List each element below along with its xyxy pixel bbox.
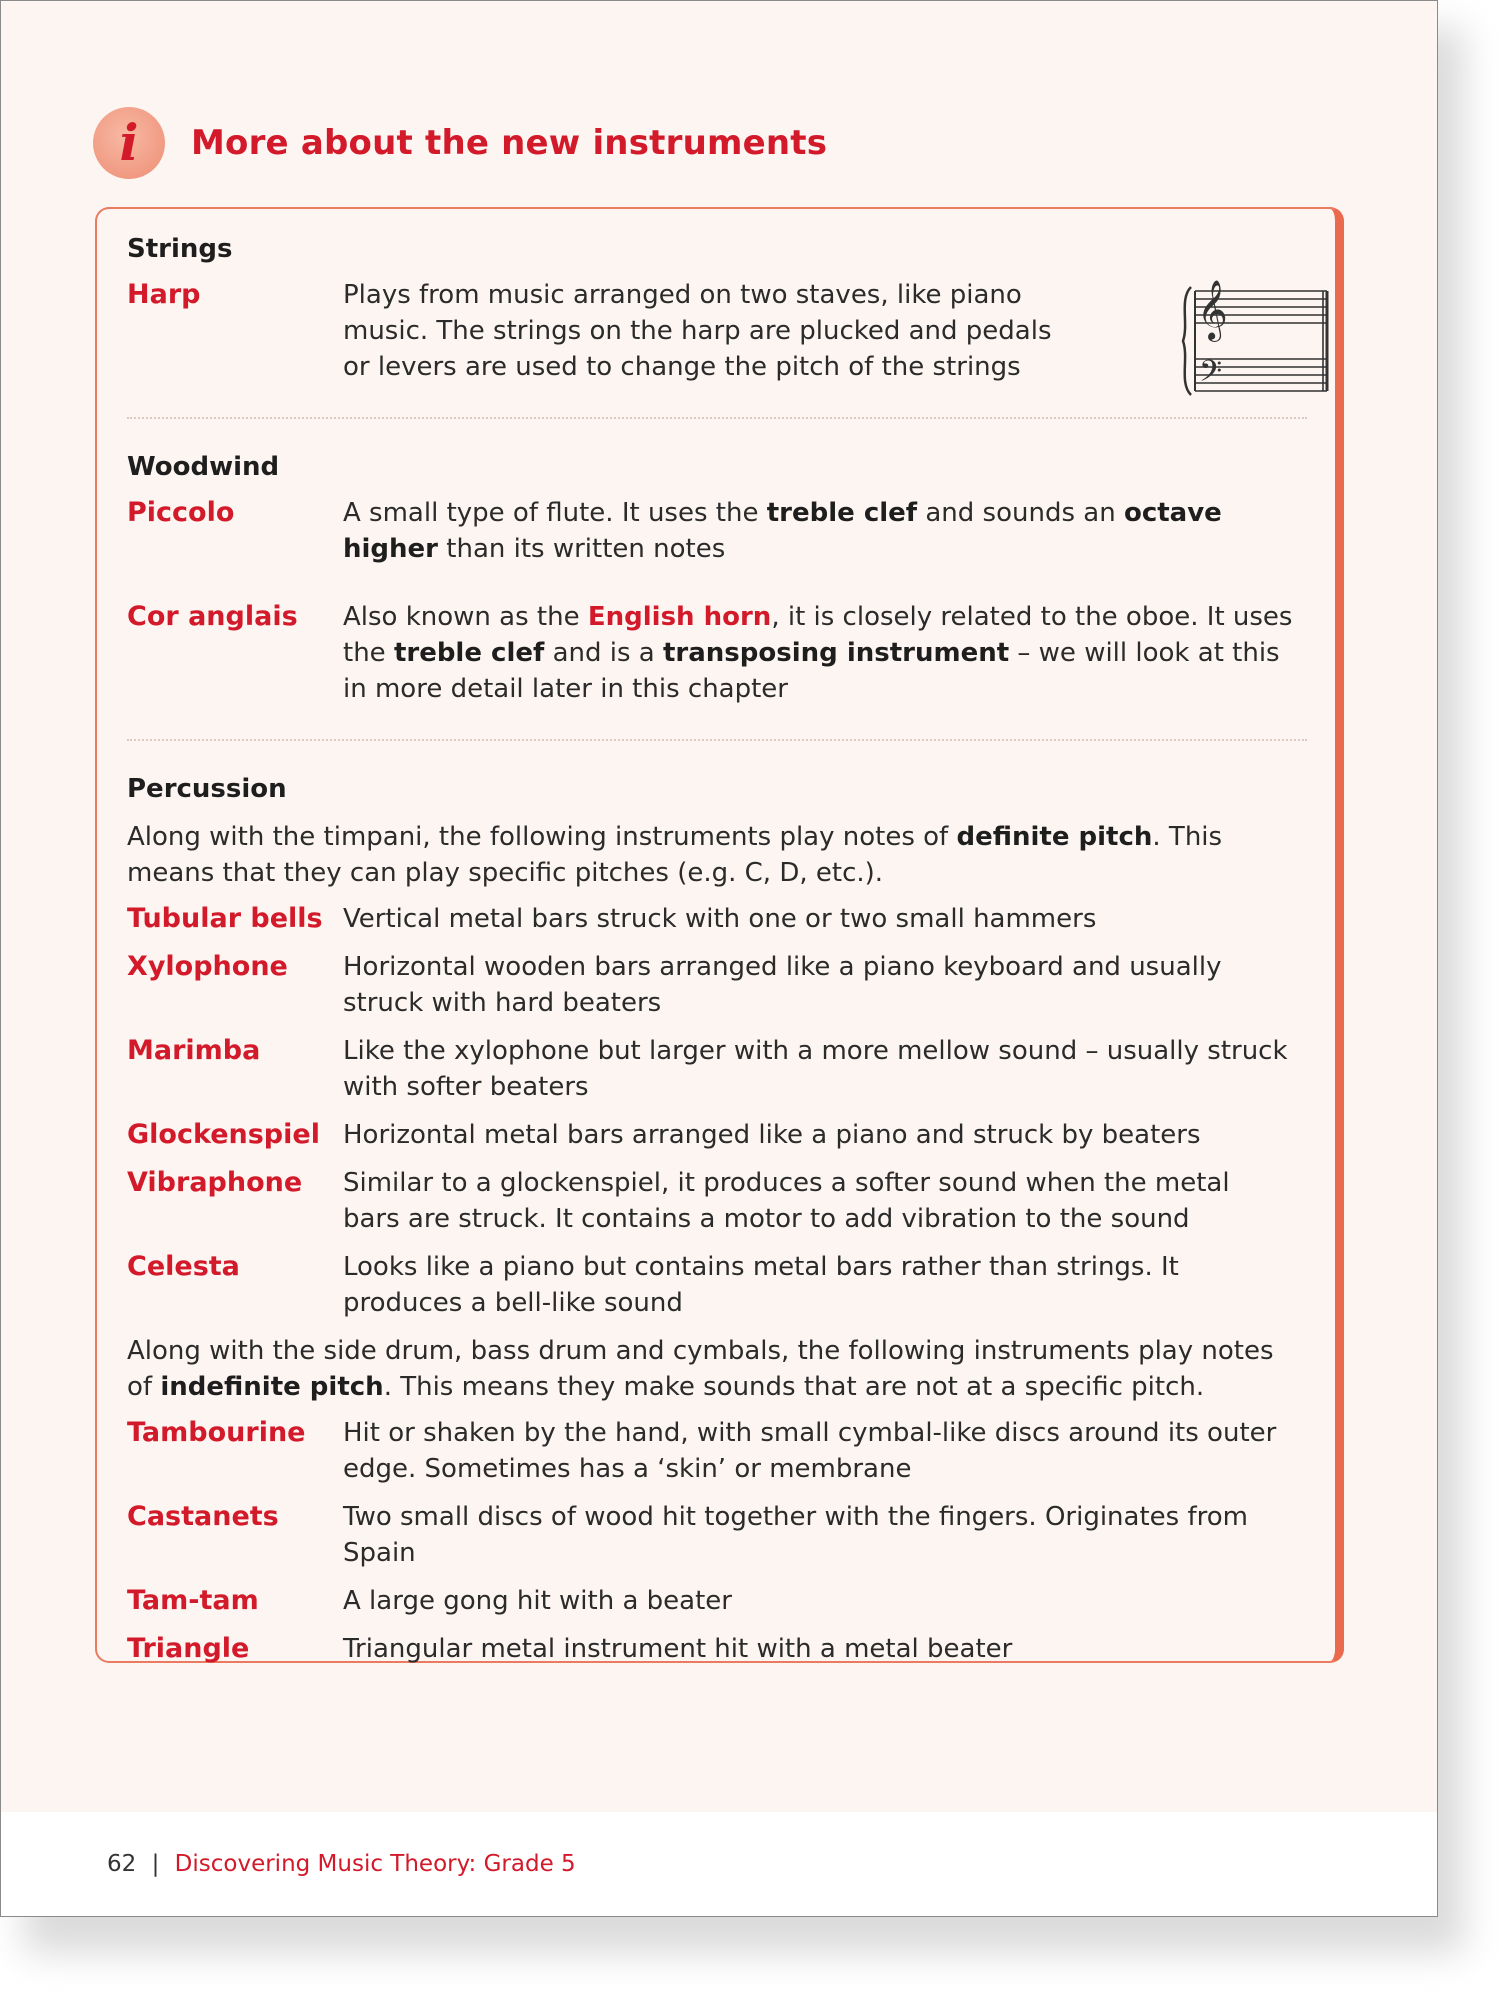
term: Tam-tam (127, 1585, 259, 1616)
footer-separator: | (151, 1851, 160, 1877)
term: Glockenspiel (127, 1119, 320, 1150)
definition-row-harp (127, 277, 1317, 385)
definition: Triangular metal instrument hit with a metal beater (343, 1634, 1013, 1664)
definition-row (127, 1415, 1317, 1487)
definition-row (127, 949, 1317, 1021)
definition-harp: Plays from music arranged on two staves, like piano music. The strings on the harp are plucked and pedals or levers are used to change the pitch of the strings (343, 280, 1052, 382)
term: Celesta (127, 1251, 240, 1282)
book-title: Discovering Music Theory: Grade 5 (174, 1851, 576, 1877)
term-harp: Harp (127, 279, 201, 310)
definition-piccolo: A small type of flute. It uses the treble clef and sounds an octave higher than its written notes (343, 498, 1222, 564)
term: Xylophone (127, 951, 288, 982)
section-title-percussion: Percussion (127, 774, 287, 804)
term: Tubular bells (127, 903, 323, 934)
definition: A large gong hit with a beater (343, 1586, 732, 1616)
page-number: 62 (107, 1851, 137, 1877)
percussion-section (127, 771, 1317, 1667)
term-cor-anglais: Cor anglais (127, 601, 298, 632)
grand-staff-icon (1177, 269, 1332, 414)
term: Castanets (127, 1501, 279, 1532)
term: Tambourine (127, 1417, 306, 1448)
definition: Two small discs of wood hit together with the fingers. Originates from Spain (343, 1502, 1248, 1568)
definite-pitch-intro: Along with the timpani, the following instruments play notes of definite pitch. This means that they can play specific pitches (e.g. C, D, etc.). (127, 822, 1223, 888)
term: Triangle (127, 1633, 250, 1664)
definition-row (127, 1583, 1317, 1619)
term: Vibraphone (127, 1167, 303, 1198)
definition-row (127, 1499, 1317, 1571)
definition-cor-anglais: Also known as the English horn, it is closely related to the oboe. It uses the treble clef and is a transposing instrument – we will look at this in more detail later in this chapter (343, 602, 1293, 704)
definition: Hit or shaken by the hand, with small cymbal-like discs around its outer edge. Sometimes has a ‘skin’ or membrane (343, 1418, 1277, 1484)
definition-row (127, 901, 1317, 937)
definition: Horizontal metal bars arranged like a piano and struck by beaters (343, 1120, 1201, 1150)
definition: Similar to a glockenspiel, it produces a softer sound when the metal bars are struck. It contains a motor to add vibration to the sound (343, 1168, 1230, 1234)
definition-row (127, 1033, 1317, 1105)
definition: Vertical metal bars struck with one or two small hammers (343, 904, 1097, 934)
definition: Like the xylophone but larger with a more mellow sound – usually struck with softer beaters (343, 1036, 1288, 1102)
section-title-woodwind: Woodwind (127, 452, 280, 482)
woodwind-section (127, 449, 1317, 707)
svg-text:𝄞: 𝄞 (1197, 280, 1228, 340)
divider (127, 417, 1307, 419)
section-title-strings: Strings (127, 234, 233, 264)
term-piccolo: Piccolo (127, 497, 235, 528)
definition: Looks like a piano but contains metal bars rather than strings. It produces a bell-like sound (343, 1252, 1179, 1318)
page-footer (107, 1849, 576, 1879)
definition-row-cor-anglais (127, 599, 1317, 707)
info-icon: i (93, 107, 165, 179)
svg-text:𝄢: 𝄢 (1199, 355, 1223, 396)
definition-row (127, 1165, 1317, 1237)
definition: Horizontal wooden bars arranged like a piano keyboard and usually struck with hard beaters (343, 952, 1222, 1018)
definition-row (127, 1117, 1317, 1153)
definition-row-piccolo (127, 495, 1317, 567)
info-box (95, 207, 1344, 1663)
definition-row (127, 1249, 1317, 1321)
definition-row (127, 1631, 1317, 1667)
section-heading (93, 105, 827, 181)
term: Marimba (127, 1035, 261, 1066)
page-title: More about the new instruments (191, 123, 828, 163)
strings-section (127, 231, 1317, 396)
divider (127, 739, 1307, 741)
indefinite-pitch-intro: Along with the side drum, bass drum and cymbals, the following instruments play notes of indefinite pitch. This means they make sounds that are not at a specific pitch. (127, 1336, 1274, 1402)
